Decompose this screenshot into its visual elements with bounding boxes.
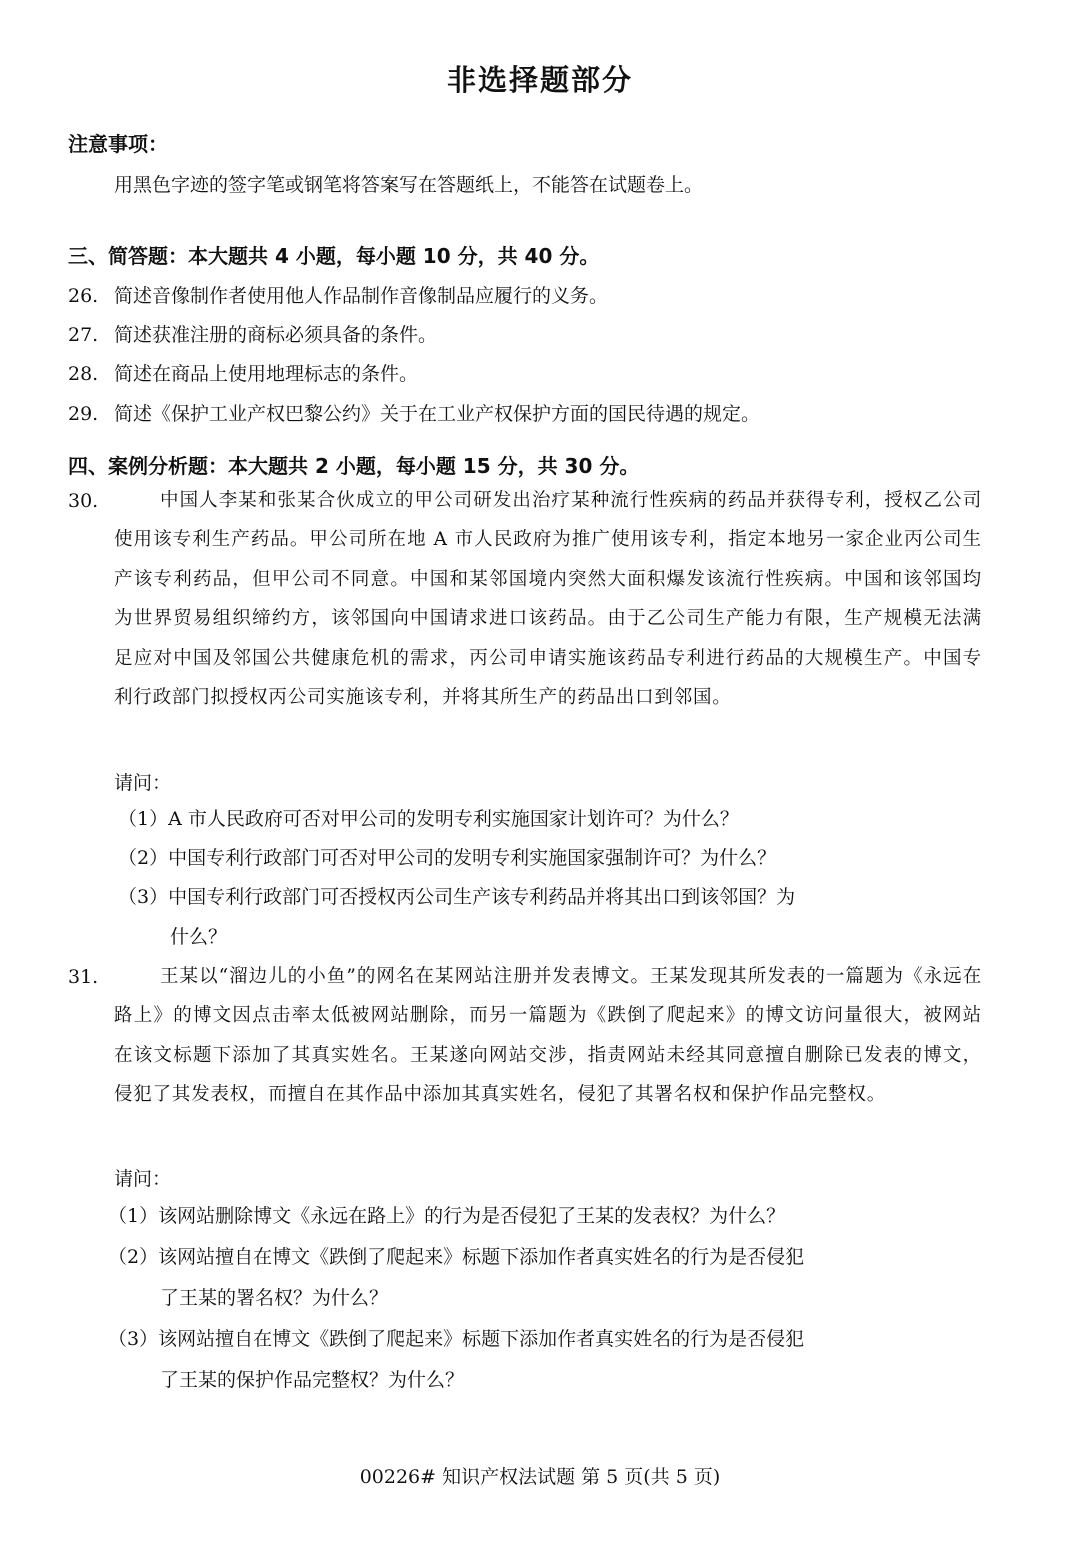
question-28 [68,359,418,386]
sub-label: （2） [118,847,169,869]
sub-text: 该网站擅自在博文《跌倒了爬起来》标题下添加作者真实姓名的行为是否侵犯 [158,1246,805,1268]
sub-label: （1） [108,1205,159,1227]
page-footer: 00226# 知识产权法试题 第 5 页(共 5 页) [359,1466,721,1488]
case-30-sub-1 [118,800,739,838]
case-31-sub-2-cont: 了王某的署名权？为什么？ [160,1287,389,1309]
case-30-sub-3 [118,878,795,916]
question-text: 简述《保护工业产权巴黎公约》关于在工业产权保护方面的国民待遇的规定。 [114,403,761,425]
question-27 [68,320,437,347]
sub-label: （3） [108,1328,159,1350]
case-30-sub-3-cont: 什么？ [170,926,228,948]
notice-heading: 注意事项： [68,132,168,156]
question-26 [68,281,608,308]
sub-label: （2） [108,1246,159,1268]
case-31-sub-1 [108,1197,785,1235]
question-number: 29. [68,403,99,425]
case-31-sub-3 [108,1320,804,1358]
case-30-body: 中国人李某和张某合伙成立的甲公司研发出治疗某种流行性疾病的药品并获得专利，授权乙公司使用该专利生产药品。甲公司所在地 A 市人民政府为推广使用该专利，指定本地另一家企业丙公司生产该专利药品，但甲公司不同意。中国和某邻国境内突然大面积爆发该流行性疾病。中国和该邻国均为世界贸易组织缔约方，该邻国向中国请求进口该药品。由于乙公司生产能力有限，生产规模无法满足应对中国及邻国公共健康危机的需求，丙公司申请实施该药品专利进行药品的大规模生产。中国专利行政部门拟授权丙公司实施该专利，并将其所生产的药品出口到邻国。 [114,490,982,709]
question-text: 简述音像制作者使用他人作品制作音像制品应履行的义务。 [114,285,609,307]
sub-text: A 市人民政府可否对甲公司的发明专利实施国家计划许可？为什么？ [168,808,739,830]
case-31-sub-3-cont: 了王某的保护作品完整权？为什么？ [160,1369,465,1391]
case-31-body: 王某以“溜边儿的小鱼”的网名在某网站注册并发表博文。王某发现其所发表的一篇题为《永远在路上》的博文因点击率太低被网站删除，而另一篇题为《跌倒了爬起来》的博文访问量很大，被网站在该文标题下添加了其真实姓名。王某遂向网站交涉，指责网站未经其同意擅自删除已发表的博文，侵犯了其发表权，而擅自在其作品中添加其真实姓名，侵犯了其署名权和保护作品完整权。 [114,966,982,1106]
sub-text: 中国专利行政部门可否对甲公司的发明专利实施国家强制许可？为什么？ [168,847,777,869]
sub-label: （1） [118,808,169,830]
question-number: 26. [68,285,99,307]
notice-text: 用黑色字迹的签字笔或钢笔将答案写在答题纸上，不能答在试题卷上。 [114,174,704,196]
sub-text: 该网站擅自在博文《跌倒了爬起来》标题下添加作者真实姓名的行为是否侵犯 [158,1328,805,1350]
question-text: 简述获准注册的商标必须具备的条件。 [114,324,438,346]
question-29 [68,399,760,426]
sub-text: 该网站删除博文《永远在路上》的行为是否侵犯了王某的发表权？为什么？ [158,1205,786,1227]
case-30-ask: 请问： [114,772,172,794]
section-3-heading: 三、简答题：本大题共 4 小题，每小题 10 分，共 40 分。 [68,244,600,268]
case-31-sub-2 [108,1238,804,1276]
case-31-ask: 请问： [114,1168,172,1190]
sub-label: （3） [118,886,169,908]
sub-text: 中国专利行政部门可否授权丙公司生产该专利药品并将其出口到该邻国？为 [168,886,796,908]
case-30-sub-2 [118,839,776,877]
question-number: 28. [68,363,99,385]
page-title: 非选择题部分 [446,63,633,97]
question-number: 27. [68,324,99,346]
question-text: 简述在商品上使用地理标志的条件。 [114,363,419,385]
case-31-number: 31. [68,966,99,988]
section-4-heading: 四、案例分析题：本大题共 2 小题，每小题 15 分，共 30 分。 [68,454,640,478]
case-30-number: 30. [68,490,99,512]
